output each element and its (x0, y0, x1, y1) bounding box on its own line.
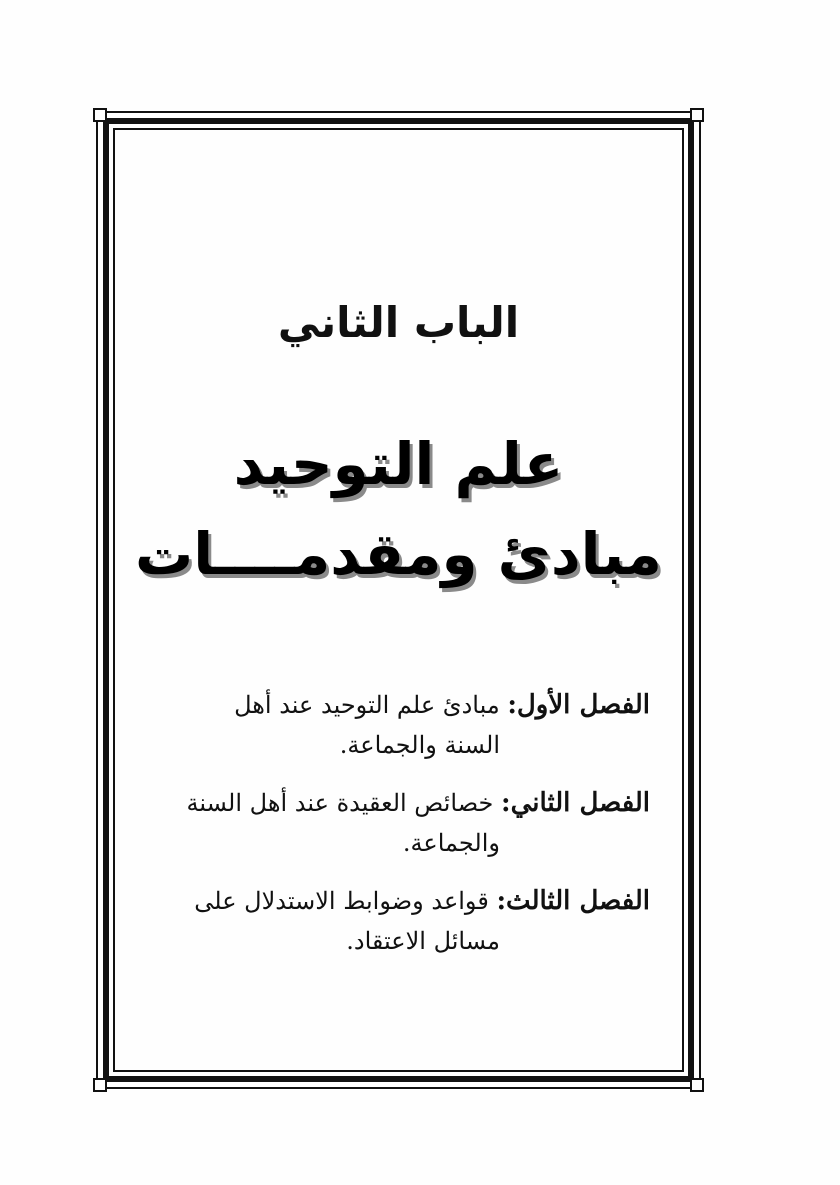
chapter-text-continuation: والجماعة. (402, 829, 500, 857)
main-title-line1: علم التوحيد (233, 430, 564, 498)
frame-corner-ornament (93, 108, 107, 122)
main-title-line2: مبادئ ومقدمــــات (135, 520, 662, 588)
chapter-text: مبادئ علم التوحيد عند أهل (234, 691, 508, 719)
frame-corner-ornament (690, 108, 704, 122)
chapter-item-1 (145, 685, 650, 765)
frame-corner-ornament (93, 1078, 107, 1092)
chapter-text-continuation: مسائل الاعتقاد. (346, 927, 500, 955)
chapter-list (145, 685, 650, 979)
chapter-label: الفصل الثالث: (496, 886, 650, 916)
frame-corner-ornament (690, 1078, 704, 1092)
chapter-label: الفصل الأول: (507, 690, 650, 720)
chapter-text: قواعد وضوابط الاستدلال على (194, 887, 497, 915)
chapter-item-2 (145, 783, 650, 863)
chapter-item-3 (145, 881, 650, 961)
part-title: الباب الثاني (277, 298, 520, 347)
chapter-text: خصائص العقيدة عند أهل السنة (186, 789, 501, 817)
chapter-label: الفصل الثاني: (500, 788, 650, 818)
chapter-text-continuation: السنة والجماعة. (339, 731, 500, 759)
page-content (135, 140, 662, 1060)
